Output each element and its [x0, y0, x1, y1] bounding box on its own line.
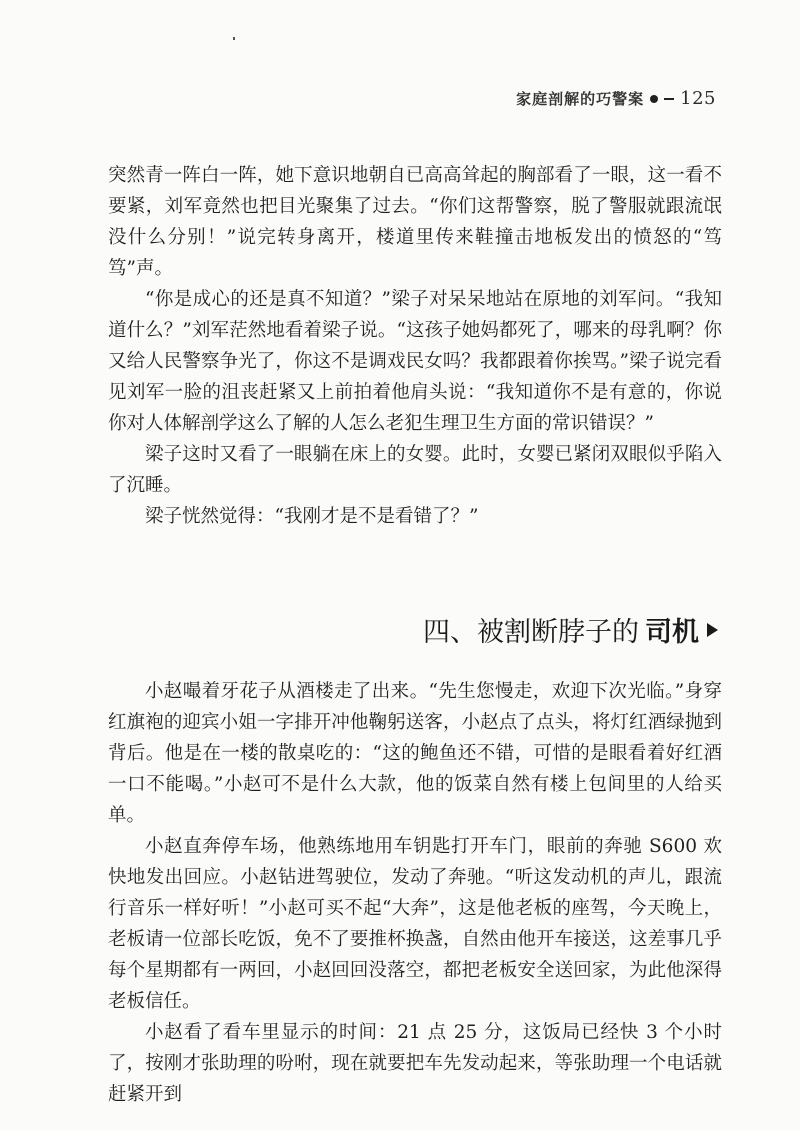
paragraph: 梁子恍然觉得：“我刚才是不是看错了？”: [145, 506, 479, 527]
triangle-marker-icon: [707, 623, 718, 637]
bullet-icon: [650, 95, 658, 103]
dash-icon: [664, 98, 674, 100]
paragraph: 小赵看了看车里显示的时间：21 点 25 分，这饭局已经快 3 个小时了，按刚才张助理的吩咐，现在就要把车先发动起来，等张助理一个电话就赶紧开到: [108, 1022, 722, 1105]
paragraph: “你是成心的还是真不知道？”梁子对呆呆地站在原地的刘军问。“我知道什么？”刘军茫然地看着梁子说。“这孩子她妈都死了，哪来的母乳啊？你又给人民警察争光了，你这不是调戏民女吗？我都跟着你挨骂。”梁子说完看见刘军一脸的沮丧赶紧又上前拍着他肩头说：“我知道你不是有意的，你说你对人体解剖学这么了解的人怎么老犯生理卫生方面的常识错误？”: [108, 289, 722, 434]
paragraph: 梁子这时又看了一眼躺在床上的女婴。此时，女婴已紧闭双眼似乎陷入了沉睡。: [108, 444, 722, 496]
section-heading-text: 四、被割断脖子的: [423, 617, 639, 648]
text-block-bottom: [108, 676, 722, 1110]
section-heading: [423, 610, 718, 649]
page-header: [516, 88, 716, 109]
scan-speck: [233, 37, 235, 40]
text-block-top: [108, 160, 722, 532]
paragraph: 突然青一阵白一阵，她下意识地朝自已高高耸起的胸部看了一眼，这一看不要紧，刘军竟然也把目光聚集了过去。“你们这帮警察，脱了警服就跟流氓没什么分别！”说完转身离开，楼道里传来鞋撞击地板发出的愤怒的“笃笃”声。: [108, 165, 722, 279]
running-title: 家庭剖解的巧警案: [516, 90, 645, 108]
paragraph: 小赵嘬着牙花子从酒楼走了出来。“先生您慢走，欢迎下次光临。”身穿红旗袍的迎宾小姐一字排开冲他鞠躬送客，小赵点了点头，将灯红酒绿抛到背后。他是在一楼的散桌吃的：“这的鲍鱼还不错，可惜的是眼看着好红酒一口不能喝。”小赵可不是什么大款，他的饭菜自然有楼上包间里的人给买单。: [108, 681, 722, 826]
section-heading-emphasis: 司机: [645, 617, 699, 648]
page-number: 125: [680, 88, 716, 109]
paragraph: 小赵直奔停车场，他熟练地用车钥匙打开车门，眼前的奔驰 S600 欢快地发出回应。小赵钻进驾驶位，发动了奔驰。“听这发动机的声儿，跟流行音乐一样好听！”小赵可买不起“大奔”，这是他老板的座驾，今天晚上，老板请一位部长吃饭，免不了要推杯换盏，自然由他开车接送，这差事几乎每个星期都有一两回，小赵回回没落空，都把老板安全送回家，为此他深得老板信任。: [108, 836, 722, 1012]
